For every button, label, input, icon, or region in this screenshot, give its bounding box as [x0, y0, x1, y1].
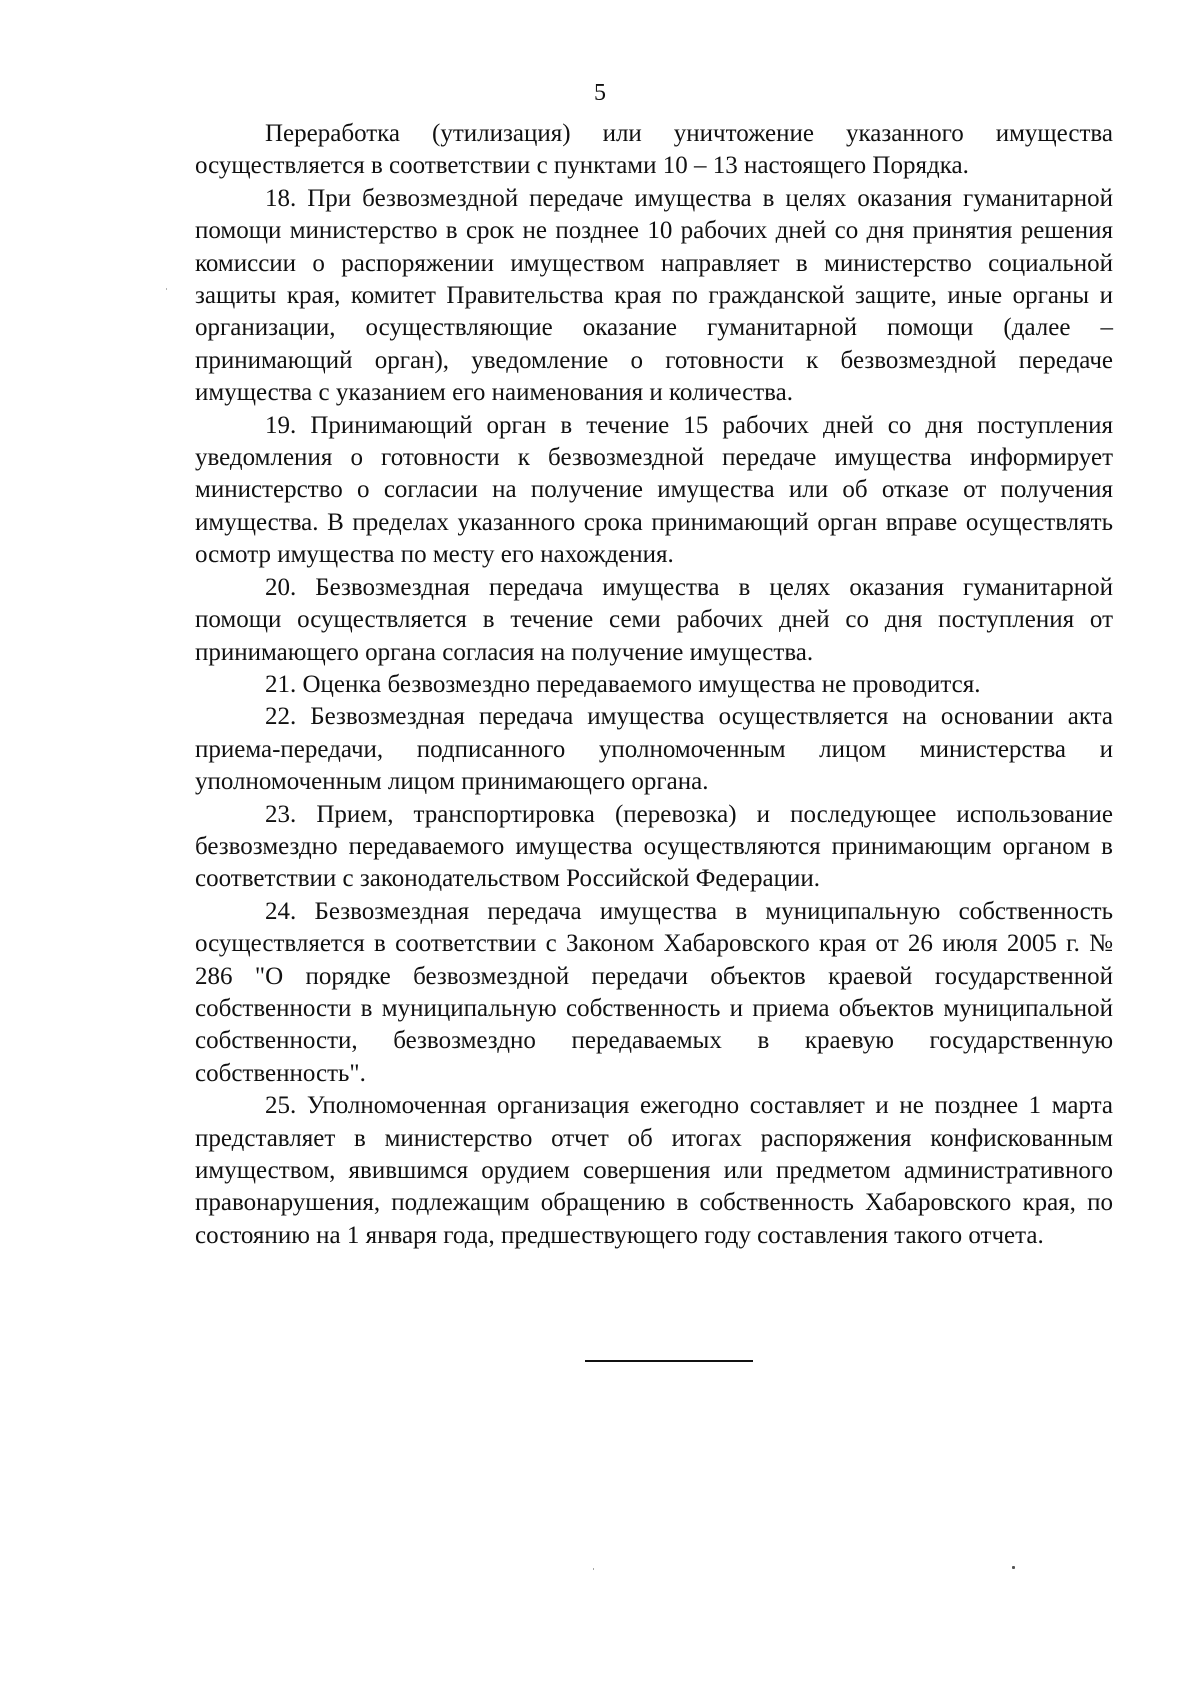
scan-speck — [1012, 1566, 1015, 1569]
paragraph-18: 18. При безвозмездной передаче имущества в целях оказания гуманитарной помощи министерство в срок не позднее 10 рабочих дней со дня принятия решения комиссии о распоряжении имуществом направляет в министерство социальной защиты края, комитет Правительства края по гражданской защите, иные органы и организации, осуществляющие оказание гуманитарной помощи (далее – принимающий орган), уведомление о готовности к безвозмездной передаче имущества с указанием его наименования и количества. — [195, 184, 1113, 407]
scan-speck — [166, 288, 167, 290]
paragraph-continuation: Переработка (утилизация) или уничтожение указанного имущества осуществляется в соответствии с пунктами 10 – 13 настоящего Порядка. — [195, 120, 1113, 180]
paragraph-23: 23. Прием, транспортировка (перевозка) и последующее использование безвозмездно передаваемого имущества осуществляются принимающим органом в соответствии с законодательством Российской Федерации. — [195, 800, 1113, 893]
page-number: 5 — [594, 80, 606, 106]
paragraph-20: 20. Безвозмездная передача имущества в целях оказания гуманитарной помощи осуществляется в течение семи рабочих дней со дня поступления от принимающего органа согласия на получение имущества. — [195, 573, 1113, 666]
paragraph-22: 22. Безвозмездная передача имущества осуществляется на основании акта приема-передачи, подписанного уполномоченным лицом министерства и уполномоченным лицом принимающего органа. — [195, 703, 1113, 796]
scan-speck — [593, 1568, 594, 1570]
paragraph-24: 24. Безвозмездная передача имущества в муниципальную собственность осуществляется в соответствии с Законом Хабаровского края от 26 июля 2005 г. № 286 "О порядке безвозмездной передачи объектов краевой государственной собственности в муниципальную собственность и приема объектов муниципальной собственности, безвозмездно передаваемых в краевую государственную собственность". — [195, 897, 1113, 1087]
paragraph-19: 19. Принимающий орган в течение 15 рабочих дней со дня поступления уведомления о готовности к безвозмездной передаче имущества информирует министерство о согласии на получение имущества или об отказе от получения имущества. В пределах указанного срока принимающий орган вправе осуществлять осмотр имущества по месту его нахождения. — [195, 411, 1113, 569]
document-body — [195, 118, 1113, 1252]
end-separator-line — [585, 1360, 753, 1362]
paragraph-25: 25. Уполномоченная организация ежегодно составляет и не позднее 1 марта представляет в министерство отчет об итогах распоряжения конфискованным имуществом, явившимся орудием совершения или предметом административного правонарушения, подлежащим обращению в собственность Хабаровского края, по состоянию на 1 января года, предшествующего году составления такого отчета. — [195, 1092, 1113, 1249]
paragraph-21: 21. Оценка безвозмездно передаваемого имущества не проводится. — [265, 670, 981, 698]
